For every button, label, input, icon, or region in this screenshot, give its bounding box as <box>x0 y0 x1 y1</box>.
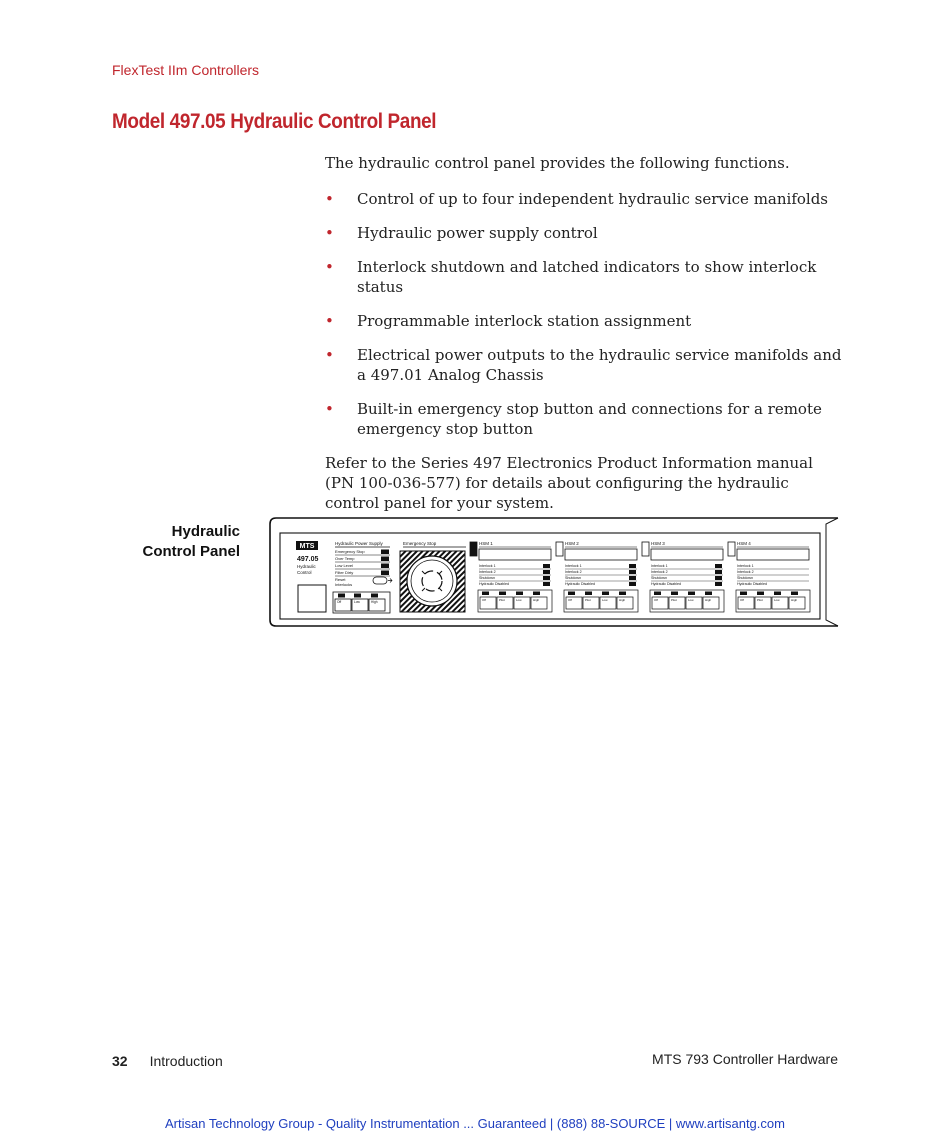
indicator-led <box>543 576 550 580</box>
reset-button[interactable] <box>373 577 387 584</box>
footer-section: Introduction <box>149 1053 223 1069</box>
model-number: 497.05 <box>297 556 319 563</box>
svg-text:Shutdown: Shutdown <box>479 576 495 580</box>
svg-text:Hydraulic Disabled: Hydraulic Disabled <box>565 582 595 586</box>
svg-text:High: High <box>791 598 798 602</box>
svg-text:High: High <box>705 598 712 602</box>
list-item: • Electrical power outputs to the hydraulic service manifolds and a 497.01 Analog Chassis <box>325 346 842 384</box>
list-item: • Programmable interlock station assignment <box>325 312 692 330</box>
indicator-led <box>715 582 722 586</box>
indicator-led <box>629 564 636 568</box>
svg-text:High: High <box>371 600 378 604</box>
footer-left <box>112 1053 223 1069</box>
vendor-banner-link[interactable]: Artisan Technology Group - Quality Instrumentation ... Guaranteed | (888) 88-SOURCE | www.artisantg.com <box>165 1116 785 1131</box>
svg-text:Pilot: Pilot <box>757 598 763 602</box>
indicator-led <box>338 594 345 598</box>
indicator-led <box>354 594 361 598</box>
bullet-icon: • <box>325 190 334 208</box>
svg-text:High: High <box>619 598 626 602</box>
hsm-title: HSM 4 <box>737 541 751 546</box>
body-column <box>325 153 845 513</box>
hsm-select-switch[interactable] <box>470 542 477 556</box>
indicator-led <box>715 564 722 568</box>
indicator-led <box>629 576 636 580</box>
svg-text:Off: Off <box>568 598 572 602</box>
list-item: • Built-in emergency stop button and connections for a remote emergency stop button <box>325 400 822 438</box>
svg-text:Off: Off <box>482 598 486 602</box>
svg-text:Low: Low <box>516 598 522 602</box>
svg-text:Interlock 2: Interlock 2 <box>737 570 754 574</box>
svg-text:Hydraulic Disabled: Hydraulic Disabled <box>651 582 681 586</box>
svg-text:Interlock 1: Interlock 1 <box>651 564 668 568</box>
svg-text:Pilot: Pilot <box>499 598 505 602</box>
hydraulic-control-panel-figure <box>266 514 841 634</box>
refer-paragraph: Refer to the Series 497 Electronics Product Information manual (PN 100-036-577) for details about configuring the hydraulic control panel for your system. <box>325 454 813 512</box>
indicator-led <box>715 570 722 574</box>
hsm-display <box>737 549 809 560</box>
svg-text:Pilot: Pilot <box>585 598 591 602</box>
running-head: FlexTest IIm Controllers <box>112 62 260 78</box>
svg-text:Interlock 2: Interlock 2 <box>479 570 496 574</box>
svg-text:Interlock 1: Interlock 1 <box>479 564 496 568</box>
svg-text:Hydraulic Disabled: Hydraulic Disabled <box>737 582 767 586</box>
power-switch[interactable] <box>298 585 326 612</box>
svg-text:Interlock 2: Interlock 2 <box>651 570 668 574</box>
svg-text:Low: Low <box>688 598 694 602</box>
indicator-led <box>715 576 722 580</box>
svg-text:Off: Off <box>337 600 342 604</box>
svg-text:MTS: MTS <box>299 543 315 551</box>
mts-logo <box>296 541 318 550</box>
model-sub2: Control <box>297 570 312 575</box>
svg-text:Interlock 2: Interlock 2 <box>565 570 582 574</box>
estop-title: Emergency Stop <box>403 541 437 546</box>
hps-item-filter-dirty: Filter Dirty <box>335 570 354 575</box>
svg-text:Pilot: Pilot <box>671 598 677 602</box>
indicator-led <box>381 564 389 569</box>
reset-label: Reset <box>335 577 346 582</box>
function-list <box>325 189 845 439</box>
panel-drawing <box>266 514 841 630</box>
hsm-select-switch[interactable] <box>556 542 563 556</box>
list-item: • Interlock shutdown and latched indicators to show interlock status <box>325 258 817 296</box>
hsm-title: HSM 3 <box>651 541 665 546</box>
indicator-led <box>629 582 636 586</box>
indicator-led <box>543 570 550 574</box>
list-item: • Control of up to four independent hydraulic service manifolds <box>325 190 829 208</box>
svg-text:Off: Off <box>654 598 658 602</box>
section-title: Model 497.05 Hydraulic Control Panel <box>112 110 437 133</box>
svg-text:Low: Low <box>602 598 608 602</box>
svg-text:Interlock 1: Interlock 1 <box>737 564 754 568</box>
indicator-led <box>371 594 378 598</box>
bullet-icon: • <box>325 346 334 364</box>
hps-item-emergency-stop: Emergency Stop <box>335 549 365 554</box>
interlocks-label: Interlocks <box>335 582 353 587</box>
page-number: 32 <box>112 1053 128 1069</box>
hps-title: Hydraulic Power Supply <box>335 541 383 546</box>
svg-text:Shutdown: Shutdown <box>651 576 667 580</box>
hsm-select-switch[interactable] <box>642 542 649 556</box>
indicator-led <box>629 570 636 574</box>
indicator-led <box>381 557 389 562</box>
bullet-icon: • <box>325 224 334 242</box>
hsm-select-switch[interactable] <box>728 542 735 556</box>
list-item: • Hydraulic power supply control <box>325 224 598 242</box>
hps-item-over-temp: Over Temp <box>335 556 355 561</box>
svg-text:Shutdown: Shutdown <box>565 576 581 580</box>
model-sub1: Hydraulic <box>297 564 316 569</box>
bullet-icon: • <box>325 312 334 330</box>
svg-text:High: High <box>533 598 540 602</box>
hsm-display <box>565 549 637 560</box>
svg-text:Interlock 1: Interlock 1 <box>565 564 582 568</box>
hsm-display <box>651 549 723 560</box>
indicator-led <box>381 571 389 576</box>
bullet-icon: • <box>325 400 334 418</box>
hsm-display <box>479 549 551 560</box>
svg-text:Shutdown: Shutdown <box>737 576 753 580</box>
intro-paragraph: The hydraulic control panel provides the following functions. <box>325 154 790 172</box>
bullet-icon: • <box>325 258 334 276</box>
indicator-led <box>543 582 550 586</box>
svg-text:Low: Low <box>354 600 360 604</box>
hsm-title: HSM 1 <box>479 541 493 546</box>
footer-doc-title: MTS 793 Controller Hardware <box>652 1051 838 1067</box>
hsm-title: HSM 2 <box>565 541 579 546</box>
svg-text:Hydraulic Disabled: Hydraulic Disabled <box>479 582 509 586</box>
figure-label: Hydraulic Control Panel <box>142 523 240 560</box>
hps-item-low-level: Low Level <box>335 563 354 568</box>
svg-text:Low: Low <box>774 598 780 602</box>
svg-text:Off: Off <box>740 598 744 602</box>
indicator-led <box>543 564 550 568</box>
indicator-led <box>381 550 389 555</box>
